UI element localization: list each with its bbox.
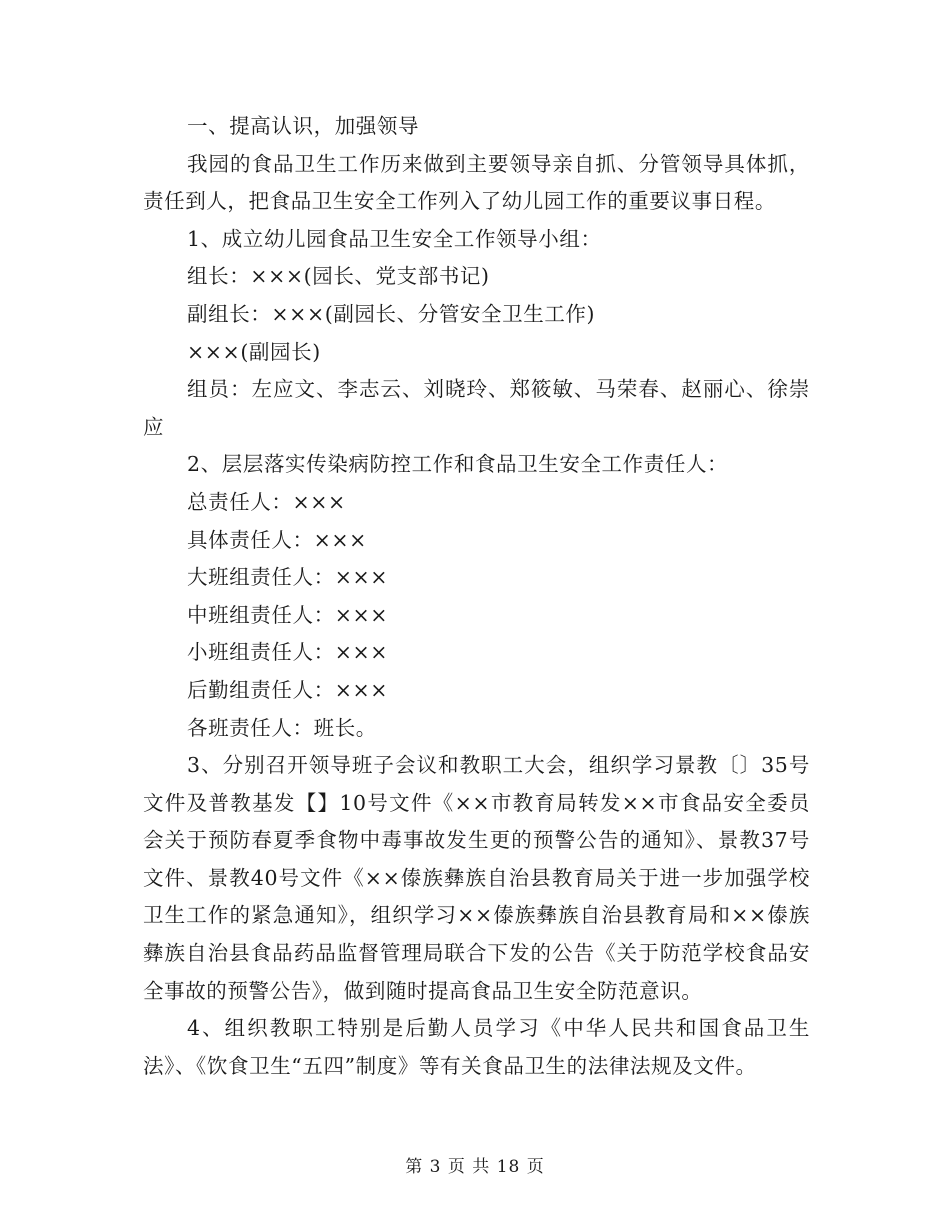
body-paragraph: 4、组织教职工特别是后勤人员学习《中华人民共和国食品卫生法》、《饮食卫生“五四”制度》等有关食品卫生的法律法规及文件。 [143, 1016, 810, 1078]
list-line: 小班组责任人：××× [187, 640, 389, 665]
list-item-heading: 2、层层落实传染病防控工作和食品卫生安全工作责任人： [187, 452, 729, 477]
section-heading: 一、提高认识，加强领导 [187, 114, 420, 138]
body-paragraph: 3、分别召开领导班子会议和教职工大会，组织学习景教〔〕35号文件及普教基发【】10号文件《××市教育局转发××市食品安全委员会关于预防春夏季食物中毒事故发生更的预警公告的通知》、景教37号文件、景教40号文件《××傣族彝族自治县教育局关于进一步加强学校卫生工作的紧急通知》，组织学习××傣族彝族自治县教育局和××傣族彝族自治县食品药品监督管理局联合下发的公告《关于防范学校食品安全事故的预警公告》，做到随时提高食品卫生安全防范意识。 [143, 753, 810, 1003]
list-line: 副组长：×××(副园长、分管安全卫生工作) [187, 301, 596, 326]
list-line: 各班责任人：班长。 [187, 715, 377, 740]
list-line: 后勤组责任人：××× [187, 677, 389, 702]
list-line: ×××(副园长) [187, 339, 321, 364]
document-body [143, 108, 810, 1085]
list-line: 中班组责任人：××× [187, 602, 389, 627]
list-line: 组长：×××(园长、党支部书记) [187, 264, 490, 289]
list-line: 大班组责任人：××× [187, 565, 389, 590]
body-paragraph: 我园的食品卫生工作历来做到主要领导亲自抓、分管领导具体抓，责任到人，把食品卫生安全工作列入了幼儿园工作的重要议事日程。 [143, 151, 810, 214]
list-line: 具体责任人：××× [187, 527, 367, 552]
list-item-heading: 1、成立幼儿园食品卫生安全工作领导小组： [187, 226, 602, 251]
page-number-footer: 第 3 页 共 18 页 [405, 1157, 545, 1177]
list-line: 组员：左应文、李志云、刘晓玲、郑筱敏、马荣春、赵丽心、徐崇应 [143, 377, 810, 439]
list-line: 总责任人：××× [187, 489, 346, 514]
